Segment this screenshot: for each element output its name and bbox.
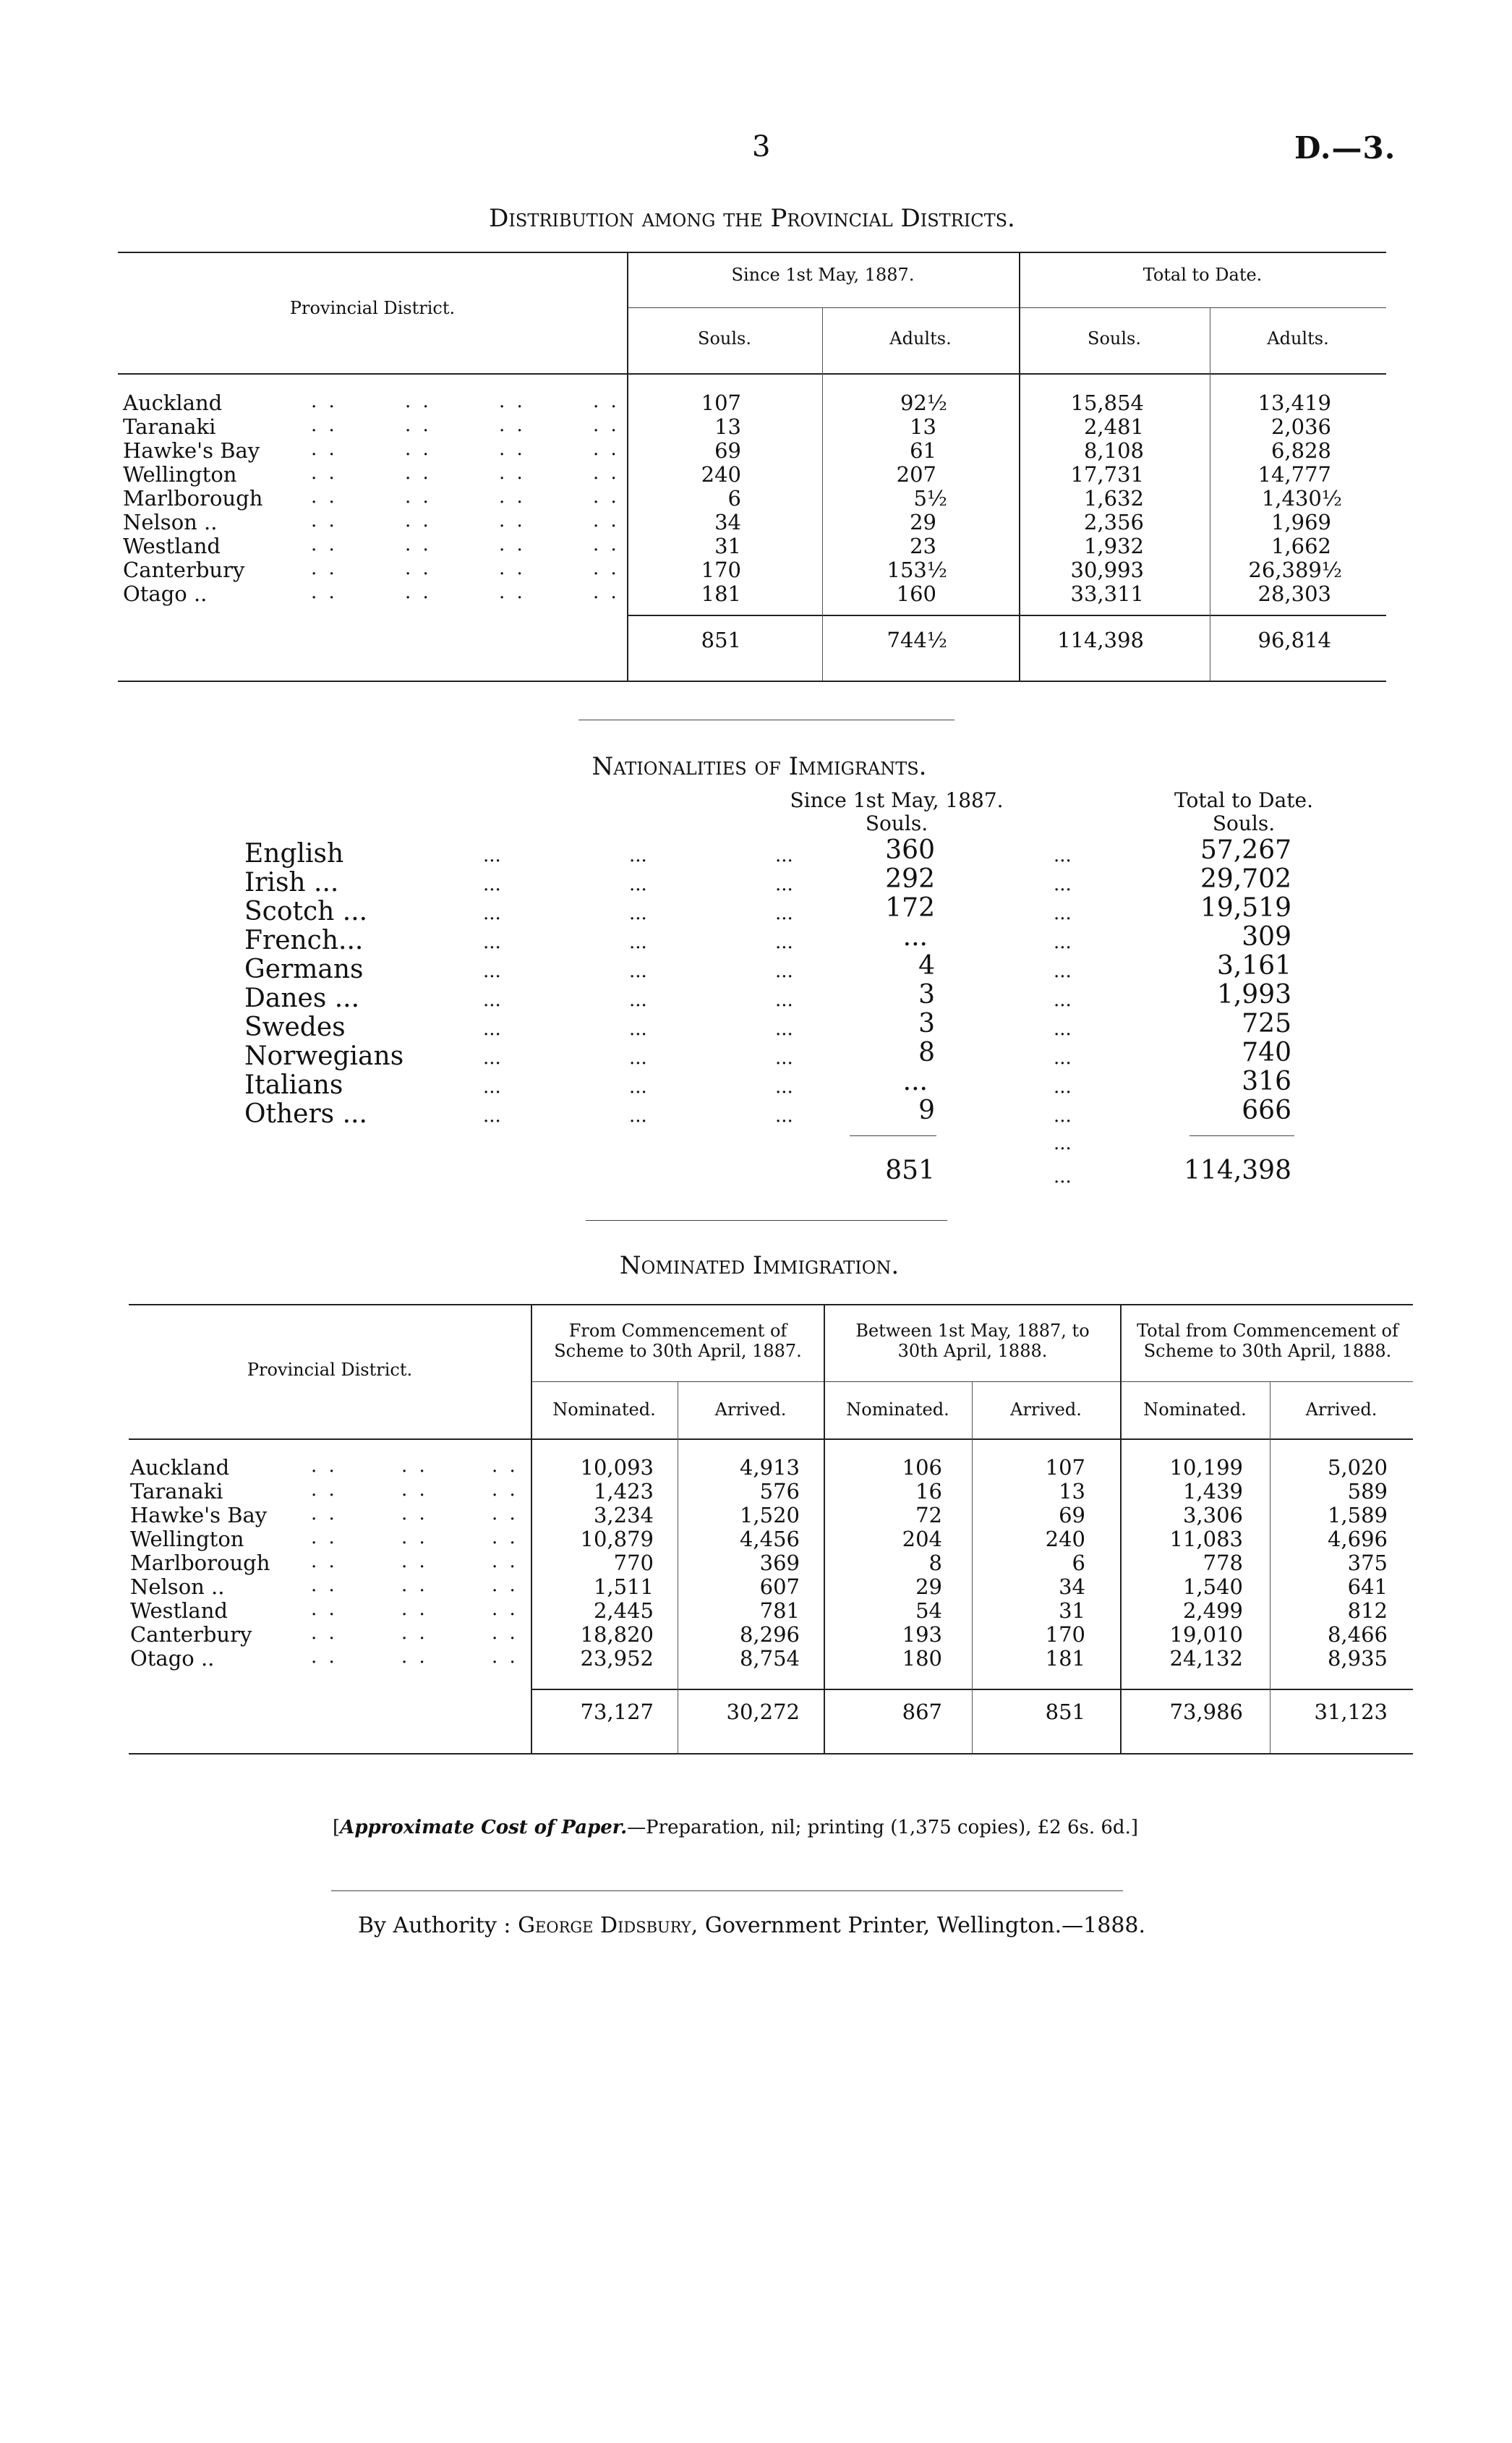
total-total-adults: 96,814 [1257, 628, 1331, 652]
header-between-group: Between 1st May, 1887, to 30th April, 1888. [855, 1321, 1090, 1361]
dot-leader: . . [311, 391, 338, 412]
district-name: Canterbury [123, 558, 245, 582]
cost-label: Approximate Cost of Paper. [340, 1817, 628, 1838]
between-arrived: 170 [1045, 1622, 1085, 1647]
dot-leader: ... [483, 989, 501, 1011]
total-souls: 1,632 [1083, 486, 1144, 511]
dot-leader: ... [775, 989, 793, 1011]
dot-leader: . . [401, 1574, 428, 1596]
dot-leader: ... [629, 1047, 647, 1069]
dot-leader: . . [311, 1646, 338, 1668]
total-from-arrived: 30,272 [726, 1700, 800, 1724]
total-arrived: 5,020 [1327, 1455, 1388, 1480]
from-arrived: 4,913 [739, 1455, 800, 1480]
dot-leader: . . [311, 534, 338, 555]
dot-leader: . . [499, 534, 526, 555]
dot-leader: ... [775, 960, 793, 982]
district-name: Westland [123, 534, 221, 558]
header-between-nominated: Nominated. [846, 1399, 949, 1420]
since-souls: 13 [714, 414, 741, 439]
since-value: 3 [918, 1009, 935, 1039]
dot-leader: . . [492, 1622, 518, 1644]
from-nominated: 3,234 [593, 1503, 654, 1527]
dot-leader: . . [593, 558, 620, 579]
total-value: 3,161 [1216, 951, 1291, 981]
total-between-arrived: 851 [1045, 1700, 1085, 1724]
since-adults: 61 [910, 438, 936, 463]
header-between-arrived: Arrived. [1010, 1399, 1082, 1420]
dot-leader: . . [405, 558, 432, 579]
dot-leader: ... [483, 1105, 501, 1127]
header-provincial-district: Provincial District. [289, 298, 456, 318]
dot-leader: ... [629, 989, 647, 1011]
dot-leader: . . [311, 510, 338, 532]
total-value: 725 [1242, 1009, 1291, 1039]
from-nominated: 770 [613, 1551, 654, 1575]
since-value: 172 [885, 893, 935, 923]
dot-leader: ... [775, 903, 793, 924]
dot-leader: . . [401, 1551, 428, 1572]
total-value: 19,519 [1200, 893, 1291, 923]
between-arrived: 107 [1045, 1455, 1085, 1480]
total-souls: 33,311 [1070, 581, 1144, 606]
total-arrived: 812 [1347, 1598, 1388, 1623]
dot-leader: . . [593, 414, 620, 436]
from-arrived: 8,754 [739, 1646, 800, 1671]
dot-leader: . . [499, 391, 526, 412]
since-adults: 160 [896, 581, 936, 606]
district-name: Auckland [130, 1455, 230, 1480]
dot-leader: . . [311, 1622, 338, 1644]
district-name: Hawke's Bay [130, 1503, 268, 1527]
from-nominated: 1,511 [593, 1574, 654, 1599]
dot-leader: . . [311, 1574, 338, 1596]
dot-leader: ... [483, 1018, 501, 1040]
distribution-title: Distribution among the Provincial Districts. [489, 204, 1015, 233]
dot-leader: ... [1054, 1105, 1072, 1127]
header-total: Total to Date. [1174, 788, 1314, 812]
total-nominated: 10,199 [1169, 1455, 1243, 1480]
dot-leader: ... [629, 931, 647, 953]
total-value: 666 [1242, 1096, 1291, 1125]
district-name: Marlborough [123, 486, 263, 511]
district-name: Westland [130, 1598, 228, 1623]
from-arrived: 576 [759, 1479, 800, 1504]
dot-leader: . . [492, 1574, 518, 1596]
district-name: Marlborough [130, 1551, 270, 1575]
dot-leader: . . [593, 534, 620, 555]
district-name: Otago .. [130, 1646, 215, 1671]
dot-leader: . . [499, 581, 526, 603]
since-souls: 170 [701, 558, 741, 582]
since-souls: 181 [701, 581, 741, 606]
dot-leader: . . [593, 462, 620, 484]
dot-leader: . . [405, 462, 432, 484]
dot-leader: . . [593, 391, 620, 412]
total-souls: 30,993 [1070, 558, 1144, 582]
dot-leader: . . [311, 1479, 338, 1501]
between-arrived: 69 [1059, 1503, 1085, 1527]
dot-leader: . . [499, 558, 526, 579]
dot-leader: . . [492, 1598, 518, 1620]
between-nominated: 8 [928, 1551, 942, 1575]
dot-leader: . . [492, 1503, 518, 1525]
dot-leader: . . [593, 581, 620, 603]
dot-leader: . . [499, 438, 526, 460]
dot-leader: . . [492, 1551, 518, 1572]
dot-leader: . . [593, 510, 620, 532]
total-nominated: 24,132 [1169, 1646, 1243, 1671]
from-nominated: 1,423 [593, 1479, 654, 1504]
total-total-souls: 114,398 [1057, 628, 1144, 652]
dot-leader: ... [629, 960, 647, 982]
between-nominated: 180 [902, 1646, 942, 1671]
dot-leader: . . [311, 414, 338, 436]
dot-leader: ... [629, 1105, 647, 1127]
since-adults: 92½ [900, 391, 947, 415]
header-since-souls: Souls. [698, 328, 751, 349]
district-name: Taranaki [130, 1479, 223, 1504]
since-value: 9 [918, 1096, 935, 1125]
between-arrived: 34 [1059, 1574, 1085, 1599]
district-name: Wellington [130, 1527, 244, 1551]
dot-leader: . . [401, 1503, 428, 1525]
between-arrived: 181 [1045, 1646, 1085, 1671]
from-nominated: 23,952 [580, 1646, 654, 1671]
dot-leader: ... [483, 931, 501, 953]
dot-leader: ... [1054, 1047, 1072, 1069]
total-adults: 1,662 [1270, 534, 1331, 558]
cost-of-paper-note [333, 1817, 1138, 1838]
from-nominated: 10,093 [580, 1455, 654, 1480]
dot-leader: ... [775, 845, 793, 866]
dot-leader: . . [311, 1598, 338, 1620]
dot-leader: ... [483, 845, 501, 866]
cost-text: —Preparation, nil; printing (1,375 copies), £2 6s. 6d.] [627, 1817, 1138, 1838]
total-arrived: 8,466 [1327, 1622, 1388, 1647]
nationality-name: Scotch ... [244, 897, 368, 926]
since-adults: 207 [896, 462, 936, 487]
dot-leader: ... [483, 1047, 501, 1069]
nationality-name: English [244, 839, 344, 869]
page-number: 3 [752, 130, 771, 163]
authority-suffix: , Government Printer, Wellington.—1888. [691, 1913, 1146, 1938]
dot-leader: . . [401, 1598, 428, 1620]
total-value: 309 [1242, 922, 1291, 952]
dot-leader: ... [1054, 1166, 1072, 1188]
between-arrived: 31 [1059, 1598, 1085, 1623]
between-nominated: 29 [915, 1574, 942, 1599]
total-nominated: 778 [1203, 1551, 1243, 1575]
dot-leader: ... [629, 1018, 647, 1040]
total-total-nominated: 73,986 [1169, 1700, 1243, 1724]
dot-leader: . . [311, 581, 338, 603]
district-name: Canterbury [130, 1622, 252, 1647]
total-adults: 13,419 [1257, 391, 1331, 415]
total-value: 29,702 [1200, 864, 1291, 894]
dot-leader: ... [483, 903, 501, 924]
total-value: 740 [1242, 1038, 1291, 1067]
between-nominated: 204 [902, 1527, 942, 1551]
header-total-arrived: Arrived. [1305, 1399, 1378, 1420]
from-arrived: 8,296 [739, 1622, 800, 1647]
total-souls: 1,932 [1083, 534, 1144, 558]
header-provincial-district: Provincial District. [247, 1360, 413, 1380]
since-value: 360 [885, 835, 935, 865]
dot-leader: . . [499, 486, 526, 508]
total-since-souls: 851 [701, 628, 741, 652]
total-value: 57,267 [1200, 835, 1291, 865]
header-since-adults: Adults. [889, 328, 952, 349]
since-souls: 31 [714, 534, 741, 558]
dot-leader: . . [492, 1479, 518, 1501]
total-souls: 17,731 [1070, 462, 1144, 487]
district-name: Wellington [123, 462, 237, 487]
total-nominated: 3,306 [1182, 1503, 1243, 1527]
dot-leader: ... [1054, 1018, 1072, 1040]
nationality-name: Irish ... [244, 868, 339, 898]
dot-leader: . . [499, 462, 526, 484]
since-value: 8 [918, 1038, 935, 1067]
since-value: 3 [918, 980, 935, 1010]
district-name: Taranaki [123, 414, 216, 439]
dot-leader: . . [311, 558, 338, 579]
dot-leader: . . [593, 438, 620, 460]
dot-leader: ... [1054, 989, 1072, 1011]
dot-leader: . . [405, 391, 432, 412]
nationality-name: Swedes [244, 1012, 346, 1042]
nationality-name: Danes ... [244, 984, 360, 1013]
total-souls: 15,854 [1070, 391, 1144, 415]
district-name: Nelson .. [123, 510, 218, 534]
from-nominated: 10,879 [580, 1527, 654, 1551]
total-adults: 14,777 [1257, 462, 1331, 487]
since-adults: 153½ [887, 558, 947, 582]
authority-prefix: By Authority : [358, 1913, 518, 1938]
dot-leader: ... [629, 1076, 647, 1098]
total-value: 316 [1242, 1067, 1291, 1096]
total-value: 1,993 [1216, 980, 1291, 1010]
header-from-arrived: Arrived. [714, 1399, 787, 1420]
dot-leader: ... [775, 874, 793, 895]
from-nominated: 2,445 [593, 1598, 654, 1623]
total-since-adults: 744½ [887, 628, 947, 652]
dot-leader: . . [405, 534, 432, 555]
dot-leader: . . [499, 414, 526, 436]
dot-leader: . . [492, 1455, 518, 1477]
since-adults: 13 [910, 414, 936, 439]
since-adults: 29 [910, 510, 936, 534]
total-adults: 1,969 [1270, 510, 1331, 534]
dot-leader: . . [593, 486, 620, 508]
dot-leader: . . [311, 1455, 338, 1477]
district-name: Hawke's Bay [123, 438, 260, 463]
since-souls: 240 [701, 462, 741, 487]
nationality-name: French... [244, 926, 364, 955]
total-nominated: 1,540 [1182, 1574, 1243, 1599]
header-since-unit: Souls. [865, 811, 928, 835]
header-total-unit: Souls. [1212, 811, 1276, 835]
total-adults: 26,389½ [1248, 558, 1342, 582]
header-since: Since 1st May, 1887. [790, 788, 1004, 812]
total-total-arrived: 31,123 [1314, 1700, 1388, 1724]
between-nominated: 106 [902, 1455, 942, 1480]
total-souls: 8,108 [1083, 438, 1144, 463]
header-total-adults: Adults. [1267, 328, 1329, 349]
dot-leader: . . [401, 1622, 428, 1644]
dot-leader: ... [1054, 1076, 1072, 1098]
total-nominated: 11,083 [1169, 1527, 1243, 1551]
header-from-group: From Commencement of Scheme to 30th April, 1887. [554, 1321, 802, 1361]
total-nominated: 2,499 [1182, 1598, 1243, 1623]
nationality-name: Italians [244, 1070, 343, 1100]
dot-leader: . . [499, 510, 526, 532]
between-arrived: 240 [1045, 1527, 1085, 1551]
since-value: ... [902, 1067, 928, 1096]
dot-leader: ... [1054, 960, 1072, 982]
total-nominated: 19,010 [1169, 1622, 1243, 1647]
from-arrived: 781 [759, 1598, 800, 1623]
between-nominated: 16 [915, 1479, 942, 1504]
header-from-nominated: Nominated. [552, 1399, 656, 1420]
authority-line [358, 1913, 1145, 1938]
since-adults: 23 [910, 534, 936, 558]
dot-leader: . . [405, 438, 432, 460]
dot-leader: ... [1054, 845, 1072, 866]
between-nominated: 54 [915, 1598, 942, 1623]
since-souls: 34 [714, 510, 741, 534]
dot-leader: . . [401, 1455, 428, 1477]
dot-leader: ... [775, 1018, 793, 1040]
nationality-name: Others ... [244, 1099, 367, 1129]
dot-leader: ... [775, 1047, 793, 1069]
between-arrived: 13 [1059, 1479, 1085, 1504]
dot-leader: ... [483, 874, 501, 895]
since-souls: 6 [727, 486, 741, 511]
header-total-group: Total from Commencement of Scheme to 30th April, 1888. [1137, 1321, 1398, 1361]
total-arrived: 4,696 [1327, 1527, 1388, 1551]
dot-leader: ... [775, 1076, 793, 1098]
dot-leader: ... [1054, 931, 1072, 953]
total-adults: 28,303 [1257, 581, 1331, 606]
since-value: 4 [918, 951, 935, 981]
since-adults: 5½ [913, 486, 947, 511]
header-total-nominated: Nominated. [1143, 1399, 1247, 1420]
from-nominated: 18,820 [580, 1622, 654, 1647]
district-name: Nelson .. [130, 1574, 225, 1599]
since-souls: 107 [701, 391, 741, 415]
dot-leader: . . [311, 1551, 338, 1572]
total-from-nominated: 73,127 [580, 1700, 654, 1724]
dot-leader: . . [492, 1646, 518, 1668]
dot-leader: ... [1054, 1133, 1072, 1154]
dot-leader: ... [629, 874, 647, 895]
nationality-name: Germans [244, 955, 364, 984]
printer-name: George Didsbury [518, 1913, 691, 1938]
dot-leader: . . [401, 1479, 428, 1501]
total-adults: 1,430½ [1261, 486, 1342, 511]
dot-leader: ... [629, 845, 647, 866]
dot-leader: . . [311, 1527, 338, 1548]
since-value: 292 [885, 864, 935, 894]
total-arrived: 8,935 [1327, 1646, 1388, 1671]
dot-leader: . . [401, 1527, 428, 1548]
nominated-title: Nominated Immigration. [619, 1251, 900, 1280]
dot-leader: ... [629, 903, 647, 924]
nationalities-title: Nationalities of Immigrants. [591, 752, 927, 781]
dot-leader: ... [483, 1076, 501, 1098]
dot-leader: ... [775, 1105, 793, 1127]
from-arrived: 607 [759, 1574, 800, 1599]
header-total-group: Total to Date. [1142, 265, 1263, 285]
total-arrived: 589 [1347, 1479, 1388, 1504]
dot-leader: . . [405, 414, 432, 436]
dot-leader: . . [405, 510, 432, 532]
between-nominated: 193 [902, 1622, 942, 1647]
dot-leader: . . [311, 438, 338, 460]
document-reference: D.—3. [1294, 130, 1396, 166]
total-adults: 6,828 [1270, 438, 1331, 463]
dot-leader: ... [775, 931, 793, 953]
bracket: [ [333, 1817, 341, 1838]
between-nominated: 72 [915, 1503, 942, 1527]
dot-leader: . . [405, 581, 432, 603]
between-arrived: 6 [1072, 1551, 1085, 1575]
since-value: ... [902, 922, 928, 952]
district-name: Auckland [123, 391, 223, 415]
total-between-nominated: 867 [902, 1700, 942, 1724]
total-total: 114,398 [1184, 1156, 1291, 1185]
dot-leader: . . [311, 462, 338, 484]
total-arrived: 641 [1347, 1574, 1388, 1599]
from-arrived: 369 [759, 1551, 800, 1575]
dot-leader: . . [311, 1503, 338, 1525]
header-total-souls: Souls. [1088, 328, 1141, 349]
dot-leader: . . [492, 1527, 518, 1548]
since-souls: 69 [714, 438, 741, 463]
total-arrived: 1,589 [1327, 1503, 1388, 1527]
dot-leader: ... [1054, 903, 1072, 924]
dot-leader: . . [401, 1646, 428, 1668]
from-arrived: 4,456 [739, 1527, 800, 1551]
total-arrived: 375 [1347, 1551, 1388, 1575]
header-since-group: Since 1st May, 1887. [731, 265, 915, 285]
from-arrived: 1,520 [739, 1503, 800, 1527]
district-name: Otago .. [123, 581, 208, 606]
dot-leader: ... [483, 960, 501, 982]
dot-leader: . . [405, 486, 432, 508]
total-since: 851 [885, 1156, 935, 1185]
dot-leader: ... [1054, 874, 1072, 895]
dot-leader: . . [311, 486, 338, 508]
nationality-name: Norwegians [244, 1041, 404, 1071]
total-souls: 2,481 [1083, 414, 1144, 439]
total-nominated: 1,439 [1182, 1479, 1243, 1504]
total-souls: 2,356 [1083, 510, 1144, 534]
total-adults: 2,036 [1270, 414, 1331, 439]
